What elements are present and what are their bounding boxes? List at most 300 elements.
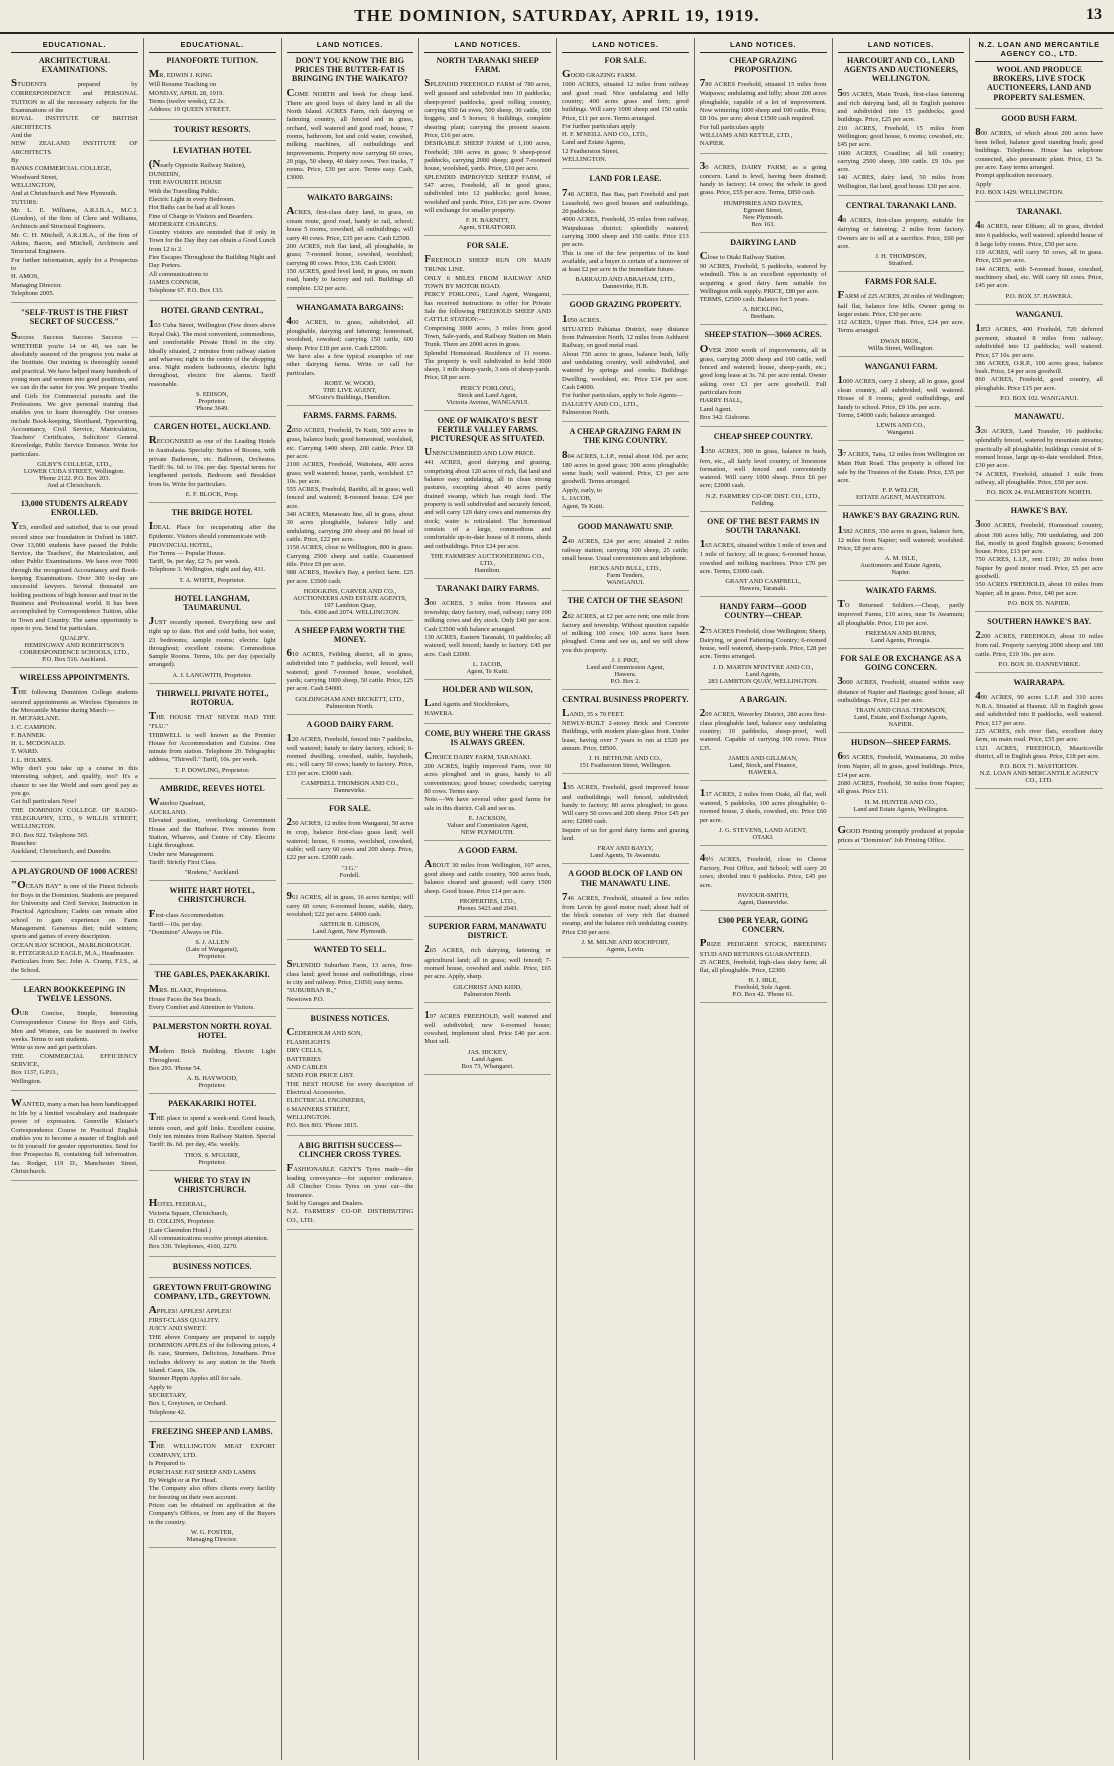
- advertisement: [149, 594, 276, 684]
- advertisement: [287, 1141, 414, 1230]
- ad-advertiser: W. G. FOSTER, Managing Director.: [186, 1528, 238, 1543]
- ad-body: 282 ACRES, at £2 per acre rent; one mile from factory and township. Without question capable of milking 100 cows; 100 acres have been ploughed. Come and see us, and we will show you this property.: [562, 608, 689, 654]
- ad-advertiser: THE FARMERS' AUCTIONEERING CO., LTD., Hamilton.: [430, 552, 545, 574]
- advertisement: [287, 1014, 414, 1136]
- ad-body: 2050 ACRES, Freehold, Te Kuiti, 500 acres in grass, balance bush; good homestead, woolshed, etc. Carrying 1400 sheep, 200 cattle. Price £8 per acre. 2100 ACRES, Freehold, Waitotara, 400 acres grass; well watered; house, yards, woolshed. £7 10s. per acre. 555 ACRES, Freehold, Raetihi, all in grass; well fenced and watered; 8-roomed house. £24 per acre. 340 ACRES, Manawatu line, all in grass, about 30 acres ploughable, balance hilly and undulating, carrying 200 sheep and 80 head of cattle. Price, £22 per acre. 1150 ACRES, close to Wellington, 800 in grass. Carrying 2500 sheep and cattle. Guaranteed title. Price £9 per acre. 988 ACRES, Hawke's Bay, a perfect farm. £25 per acre. £3500 cash.: [286, 423, 414, 585]
- advertisement: [149, 1176, 276, 1257]
- column-heading: LAND NOTICES.: [700, 38, 827, 53]
- ad-title: THIRWELL PRIVATE HOTEL, ROTORUA.: [155, 688, 269, 707]
- ad-advertiser: A. M. ISLE, Auctioneers and Estate Agents, Napier.: [860, 555, 942, 577]
- ad-title: HARCOURT AND CO., LAND AGENTS AND AUCTIONEERS, WELLINGTON.: [843, 56, 958, 84]
- ad-advertiser: QUALIFY. HEMINGWAY AND ROBERTSON'S CORRESPONDENCE SCHOOLS, LTD., P.O. Box 516. Auckland.: [19, 635, 130, 664]
- column-heading: N.Z. LOAN AND MERCANTILE AGENCY CO., LTD.: [975, 38, 1103, 62]
- ad-body: SPLENDID Suburban Farm, 13 acres, first-class land; good house and outbuildings, close to city and railway. Price, £1050; easy terms. "SUBURBAN R.," Newtown P.O.: [286, 957, 414, 1003]
- advertisement: [562, 779, 689, 864]
- ad-advertiser: P.O. BOX 55. NAPIER.: [1007, 600, 1071, 608]
- ad-advertiser: P.O. BOX 102. WANGANUI.: [1000, 395, 1079, 403]
- ad-title: HOTEL LANGHAM, TAUMARUNUI.: [174, 593, 250, 612]
- ad-advertiser: H. J. IBLE, Freehold, Sole Agent. P.O. Box 42. 'Phone 61.: [732, 977, 795, 999]
- advertisement: [700, 56, 827, 154]
- advertisement: [11, 1096, 138, 1182]
- ad-title: WAIKATO BARGAINS:: [307, 192, 393, 202]
- ad-title: A PLAYGROUND OF 1000 ACRES!: [11, 866, 138, 876]
- ad-advertiser: BARRAUD AND ABRAHAM, LTD., Dannevirke, H.B.: [575, 276, 676, 291]
- advertisement: [424, 584, 551, 680]
- column-heading: EDUCATIONAL.: [149, 38, 276, 53]
- advertisement: [562, 427, 689, 516]
- ad-advertiser: DWAN BROS., Willis Street, Wellington.: [867, 337, 934, 352]
- advertisement: [287, 626, 414, 715]
- ad-body: APPLES! APPLES! APPLES! FIRST-CLASS QUALITY. JUICY AND SWEET. THE above Company are prepared to supply DOMINION APPLES of the following prices, 4 lb. case, Sturmers, Delicious, Jonathans. Price includes delivery to any station in the North Island. Cases, 10s. Sturmer Pippin Apples still for sale. Apply to SECRETARY, Box 1, Greytown, or Orchard. Telephone 42.: [148, 1304, 276, 1416]
- advertisement: [838, 823, 965, 850]
- ad-title: HANDY FARM—GOOD COUNTRY—CHEAP.: [719, 602, 807, 621]
- ad-title: WHERE TO STAY IN CHRISTCHURCH.: [173, 1175, 251, 1194]
- ad-advertiser: LEWIS AND CO., Wanganui.: [876, 422, 926, 437]
- ad-body: 48 ACRES, near Eltham; all in grass, divided into 6 paddocks, well watered; splendid house of 8 large lofty rooms. Price, £50 per acre. 119 ACRES, will carry 50 cows, all in grass. Price, £55 per acre. 144 ACRES, with 5-roomed house, cowshed, machinery shed, etc. Will carry 60 cows. Price, £45 per acre.: [975, 219, 1103, 290]
- ad-body: GOOD Printing promptly produced at popular prices at "Dominion" Job Printing Office.: [837, 823, 965, 844]
- advertisement: [287, 193, 414, 298]
- ad-body: 107 ACRES FREEHOLD, well watered and well subdivided; new 6-roomed house; cowshed, implement shed. Price £40 per acre. Must sell.: [424, 1008, 551, 1046]
- advertisement: [287, 303, 414, 406]
- column-heading: LAND NOTICES.: [287, 38, 414, 53]
- ad-body: COME NORTH and book for cheap land. There are good buys of dairy land in all the North Island. ACRES Farm, rich dairying or fattening country, all fenced and in grass, orchard, well watered and good road, house, 7 rooms, bathroom, hot and cold water, cowshed, milking machines, all outbuildings and improvements. Property now carrying 60 cows, 20 pigs, 50 sheep, 40 dairy cows. Two tracks, 7 rooms. Price, £30 per acre. Terms easy. Cash, £3000.: [286, 86, 414, 182]
- ad-title: A GOOD FARM.: [458, 845, 518, 855]
- ad-body: 120 ACRES, Freehold, fenced into 7 paddocks, well watered; handy to dairy factory, school; 6-roomed dwelling, cowshed, stable, haysheds, etc.; will carry 50 cows; handy to factory. Price, £33 per acre. £3000 cash.: [286, 731, 414, 777]
- ad-body: ACRES, first-class dairy land, in grass, on cream route, good road, handy to rail, school; house 5 rooms, cowshed, all outbuildings; will carry 40 cows. Price, £35 per acre. Cash £2500. 200 ACRES, rich flat land, all ploughable, in grass; 7-roomed house, cowshed, woolshed; carrying 80 cows. Price, £36. Cash £3000. 150 ACRES, good level land, in grass, on main road, handy to factory and rail. Buildings all complete. £32 per acre.: [286, 204, 414, 292]
- advertisement: [838, 277, 965, 357]
- column-3: [282, 38, 420, 1760]
- advertisement: [149, 970, 276, 1017]
- advertisement: [975, 207, 1103, 304]
- ad-body: 275 ACRES Freehold, close Wellington; Sheep, Dairying, or good Fattening Country; 6-roomed house, well watered, sheep-yards. Price, £28 per acre. Terms arranged.: [699, 623, 827, 661]
- ad-title: FOR SALE.: [604, 56, 647, 65]
- ad-title: CENTRAL TARANAKI LAND.: [845, 201, 956, 211]
- ad-title: THE GABLES, PAEKAKARIKI.: [154, 970, 270, 980]
- advertisement: [700, 851, 827, 911]
- ad-body: HOTEL FEDERAL, Victoria Square, Christchurch, D. COLLINS, Proprietor. (Late Clarendon Hotel.) All communications receive prompt attention. Box 330. Telephones, 4160, 2270.: [148, 1196, 269, 1251]
- advertisement: [838, 654, 965, 733]
- column-5: [557, 38, 695, 1760]
- ad-body: 961 ACRES, all in grass, 16 acres turnips; will carry 60 cows; 6-roomed house, stable, dairy, woolshed; £22 per acre. £4000 cash.: [286, 889, 414, 918]
- ad-advertiser: HODGKINS, CARVER AND CO., AUCTIONEERS AND ESTATE AGENTS, 197 Lambton Quay, Tels. 4306 and 2074. WELLINGTON.: [293, 587, 407, 616]
- ad-advertiser: E. F. BLOCK, Prop.: [185, 490, 239, 498]
- advertisement: [149, 306, 276, 417]
- ad-body: CHOICE DAIRY FARM, TARANAKI. 200 ACRES, highly improved Farm, over 60 acres ploughed and in grass, handy to all conveniences; good house; cowsheds; carrying 80 cows. Terms easy. Note.—We have several other good farms for sale in this district. Call and see us.: [424, 749, 551, 812]
- ad-body: RECOGNISED as one of the Leading Hotels in Australasia. Specialty: Suites of Rooms, with private Bathroom, etc. Ballroom, Orchestra. Tariff: 9s. 6d. to 16s. per day. Special terms for lengthened periods. Bedroom and Breakfast from 6s. Write for particulars.: [148, 434, 276, 488]
- ad-title: WAIKATO FARMS.: [865, 586, 937, 596]
- advertisement: [149, 1283, 276, 1422]
- ad-advertiser: J. M. MILNE AND ROCHFORT, Agents, Levin.: [581, 939, 670, 954]
- advertisement: [700, 695, 827, 782]
- ad-title: HUDSON—SHEEP FARMS.: [850, 738, 951, 748]
- ad-title: THE BRIDGE HOTEL: [171, 507, 253, 517]
- column-heading: EDUCATIONAL.: [11, 38, 138, 53]
- advertisement: [838, 362, 965, 442]
- ad-title: SUPERIOR FARM, MANAWATU DISTRICT.: [428, 922, 547, 941]
- ad-body: IDEAL Place for recuperating after the Epidemic. Visitors should communicate with PROVINCIAL HOTEL, For Terms — Popular House. Tariff, 9s. per day, £2 7s. per week. Telephone 3. Wellington, night and day, 431.: [148, 520, 276, 574]
- ad-body: WANTED, many a man has been handicapped in life by a limited vocabulary and inadequate power of expression. Grenville Kleiser's Correspondence Course in Practical English enables you to become a master of English and to fit yourself for greater opportunities. Send for free Prospectus B, containing full information. Jas. Rodger, 119 D., Manchester Street, Christchurch.: [11, 1096, 138, 1176]
- ad-title: WAIRARAPA.: [1013, 677, 1065, 687]
- ad-advertiser: S. J. ALLEN (Late of Wanganui), Proprietor.: [186, 939, 239, 961]
- ad-title: HAWKE'S BAY GRAZING RUN.: [842, 511, 960, 521]
- ad-title: LEVIATHAN HOTEL: [172, 145, 252, 155]
- ad-advertiser: A. B. HAYWOOD, Proprietor.: [186, 1075, 238, 1090]
- advertisement: [11, 673, 138, 861]
- ad-body: THE place to spend a week-end. Good beach, tennis court, and golf links. Excellent cuisine. Only ten minutes from Railway Station. Special Tariff: 8s. 6d. per day, 45s. weekly.: [148, 1111, 276, 1149]
- advertisement: [11, 308, 138, 494]
- ad-title: FREEZING SHEEP AND LAMBS.: [151, 1426, 273, 1436]
- ad-body: 1000 ACRES, carry 2 sheep, all in grass, good clean country, all subdivided, well watered. House of 8 rooms, good outbuildings, and handy to school. Price, £9 10s. per acre. Terms, £4000 cash; balance arranged.: [837, 373, 965, 419]
- ad-title: TARANAKI DAIRY FARMS.: [436, 583, 539, 593]
- advertisement: [562, 522, 689, 592]
- ad-body: FASHIONABLE GENT'S Tyres made—the leading conveyance—for superior endurance. All Clincher Cross Tyres on your car—the Insurance. Sold by Garages and Dealers. N.Z. FARMERS' CO-OP. DISTRIBUTING CO., LTD.: [286, 1161, 414, 1224]
- ad-body: 804 ACRES, L.I.P., rental about 10d. per acre; 180 acres in good grass; 300 acres ploughable; some bush; well watered. Price, £3 per acre goodwill. Terms arranged. Apply, early, to L. JACOB, Agent, Te Kuiti.: [562, 448, 689, 511]
- ad-title: MANAWATU.: [1014, 412, 1064, 422]
- ad-body: 1350 ACRES, 300 in grass, balance in bush, fern, etc., all fairly level country, of limestone formation, well fenced and conveniently watered. Will carry 1000 sheep. Price £6 per acre; £2000 cash.: [699, 444, 827, 490]
- ad-advertiser: THOS. S. M'GUIRE, Proprietor.: [184, 1151, 240, 1166]
- advertisement: [424, 1008, 551, 1075]
- column-heading: LAND NOTICES.: [562, 38, 689, 53]
- ad-body: 49½ ACRES, Freehold, close to Cheese Factory, Post Office, and School; will carry 20 cows; divided into 6 paddocks. Price, £45 per acre.: [699, 852, 827, 889]
- ad-advertiser: J. H. THOMPSON, Stratford.: [875, 253, 927, 268]
- advertisement: [838, 738, 965, 818]
- ad-advertiser: N.Z. FARMERS' CO-OP. DIST. CO., LTD., Feilding.: [705, 492, 821, 507]
- ad-body: 746 ACRES, Freehold, situated a few miles from Levin by good motor road; about half of the block consists of very rich flat drained swamp, and the balance rich undulating country. Price £30 per acre.: [562, 890, 689, 936]
- ad-body: 48 ACRES, first-class property, suitable for dairying or fattening; 2 miles from factory. Owners are to sell at a sacrifice. Price, £60 per acre.: [837, 213, 965, 250]
- ad-title: £300 PER YEAR, GOING CONCERN.: [718, 916, 809, 935]
- ad-body: Success Success Success Success — WHETHER you're 14 or 40, we can be absolutely assured of the progress you make at the Institute. Our training is thoroughly sound and practical. We have helped many hundreds of young men and women into good positions, and we can do the same for you. We prepare Youths and Girls for Commercial pursuits and the Professions. We give personal training that enables you to learn thoroughly. Our courses include Book-keeping, Shorthand, Typewriting, Accountancy, Civil Service, Matriculation, Teachers' Certificates, Solicitors' General Knowledge, Public Service Entrance. Write for particulars.: [11, 329, 138, 458]
- ad-advertiser: H. M. HUNTER AND CO., Land and Estate Agents, Wellington.: [853, 798, 949, 813]
- advertisement: [287, 804, 414, 884]
- ad-body: Close to Otaki Railway Station. 90 ACRES, Freehold, 5 paddocks, watered by windmill. This is an excellent opportunity of acquiring a good dairy farm suitable for Wellington milk supply. PRICE, £80 per acre. TERMS, £2500 cash. Balance for 5 years.: [699, 249, 827, 304]
- ad-title: WANGANUI FARM.: [864, 361, 938, 371]
- ad-title: CHEAP GRAZING PROPOSITION.: [729, 56, 798, 75]
- ad-advertiser: J. H. BETHUNE AND CO., 151 Featherston Street, Wellington.: [579, 755, 672, 770]
- advertisement: [975, 506, 1103, 612]
- ad-advertiser: P.O. BOX 24. PALMERSTON NORTH.: [986, 489, 1092, 497]
- advertisement: [700, 238, 827, 326]
- advertisement: [424, 685, 551, 724]
- advertisement: [424, 922, 551, 1002]
- ad-advertiser: J. J. PIKE, Land and Commission Agent, Hawera. P.O. Box 2.: [586, 656, 665, 685]
- ad-advertiser: S. EDISON, Proprietor. 'Phone 3649.: [195, 391, 229, 413]
- ad-body: FARM of 225 ACRES, 20 miles of Wellington; half flat, balance low hills. Owner going to larger estate. Price, £30 per acre. 112 ACRES, Upper Hutt. Price, £24 per acre. Terms arranged.: [837, 289, 965, 335]
- advertisement: [975, 65, 1103, 109]
- ad-body: 326 ACRES, Land Transfer, 16 paddocks; splendidly fenced, watered by mountain streams; practically all ploughable; buildings consist of 8-roomed house, large up-to-date woolshed. Price, £30 per acre. 74 ACRES, Freehold, situated 1 mile from railway, all ploughable. Price, £50 per acre.: [975, 424, 1103, 486]
- ad-body: 400 ACRES, in grass, subdivided, all ploughable, dairying and fattening; homestead, woolshed, cowshed; carrying 150 cattle, 600 sheep. Price £18 per acre. Cash £2500. We have also a few typical examples of our other dairying farms. Write or call for particulars.: [286, 315, 414, 377]
- ad-body: 240 ACRES, £24 per acre; situated 2 miles railway station; carrying 100 sheep, 25 cattle; small house. Usual conveniences and telephone.: [562, 533, 689, 563]
- advertisement: [11, 499, 138, 668]
- ad-title: WANGANUI.: [1015, 309, 1063, 319]
- advertisement: [562, 695, 689, 775]
- ad-body: 1050 ACRES. SITUATED Pahiatua District, easy distance from Palmerston North, 12 miles from Ashhurst Railway, on good metal road. About 750 acres in grass, balance bush, hilly and undulating country, well subdivided, and watered by springs and creeks. Buildings: Dwelling, woolshed, etc. Price £14 per acre. Cash £4000. For further particulars, apply to Sole Agents— DALGETY AND CO., LTD., Palmerston North.: [562, 312, 689, 416]
- ad-body: Land Agents and Stockbrokers, HAWERA.: [424, 697, 510, 718]
- advertisement: [149, 146, 276, 301]
- ad-title: A GOOD BLOCK OF LAND ON THE MANAWATU LINE.: [568, 869, 683, 888]
- ad-advertiser: ARTHUR B. GIBSON, Land Agent, New Plymouth.: [312, 921, 388, 936]
- ad-title: SHEEP STATION—3060 ACRES.: [704, 330, 822, 340]
- ad-body: 265 ACRES, rich dairying, fattening or agricultural land; all in grass; well fenced; 7-roomed house, cowshed and stable. Price, £65 per acre. Apply, sharp.: [424, 943, 551, 981]
- advertisement: [700, 432, 827, 512]
- ad-body: Waterloo Quadrant, AUCKLAND. Elevated position, overlooking Government House and the Harbour. Five minutes from Station, Wharves, and Centre of City. Electric Light throughout. Under new Management. Tariff: Strictly First Class.: [148, 795, 276, 866]
- ad-title: ONE OF WAIKATO'S BEST FERTILE VALLEY FARMS. PICTURESQUE AS SITUATED.: [430, 415, 545, 444]
- ad-title: PIANOFORTE TUITION.: [166, 56, 258, 65]
- advertisement: [562, 300, 689, 422]
- ad-title: TOURIST RESORTS.: [173, 124, 251, 134]
- ad-title: A BARGAIN.: [739, 694, 787, 704]
- advertisement: [287, 411, 414, 621]
- ad-advertiser: FRAY AND BAYLY, Land Agents, Te Awamutu.: [590, 845, 661, 860]
- ad-title: LAND FOR LEASE.: [589, 174, 662, 184]
- ad-title: WANTED TO SELL.: [313, 945, 387, 955]
- advertisement: [838, 446, 965, 506]
- ad-body: 3000 ACRES, Freehold, Homestead country, about 300 acres hilly, 700 undulating, and 200 flat, mostly in good English grasses; 6-roomed house. Price, £13 per acre. 750 ACRES, L.I.P., rent £191; 20 miles from Napier by good motor road. Price, £5 per acre goodwill. 350 ACRES FREEHOLD, about 10 miles from Napier; all in grass. Price, £40 per acre.: [975, 518, 1103, 597]
- advertisement: [424, 729, 551, 841]
- ad-title: SOUTHERN HAWKE'S BAY.: [987, 617, 1091, 627]
- advertisement: [287, 945, 414, 1009]
- ad-title: COME, BUY WHERE THE GRASS IS ALWAYS GREEN.: [424, 728, 551, 747]
- ad-title: A GOOD DAIRY FARM.: [306, 719, 394, 729]
- ad-body: 195 ACRES, Freehold, good improved house and outbuildings; well fenced, subdivided; handy to factory; 80 acres ploughed; in grass. Will carry 50 cows and 200 sheep. Price £45 per acre; £2000 cash. Inquire of us for good dairy farms and grazing land.: [562, 780, 689, 843]
- ad-advertiser: FREEMAN AND BURNS, Land Agents, Pirongia.: [865, 630, 937, 645]
- advertisement: [838, 586, 965, 649]
- ad-advertiser: P.O. BOX 37. HAWERA.: [1005, 292, 1073, 300]
- advertisement: [149, 1262, 276, 1278]
- advertisement: [975, 412, 1103, 501]
- ad-body: 800 ACRES, of which about 200 acres have been felled, balance good standing bush; good buildings. Telephone. House has telephone connected, also pneumatic plant. Price, £3 5s. per acre. Easy terms arranged. Prompt application necessary. Apply P.O. BOX 1429. WELLINGTON.: [975, 125, 1103, 196]
- ad-body: "OCEAN BAY" is one of the Finest Schools for Boys in the Dominion. Students are prepared for University and Civil Service; Instruction in Practical Agriculture; Cadets can remain after school to gain experience on Farm Management. Generous diet; mild winters; sports and games of every description. OCEAN BAY SCHOOL, MARLBOROUGH. R. FITZGERALD EAGLE, M.A., Headmaster. Particulars from Sec. John A. Cramp, F.I.S., at the School.: [11, 878, 138, 974]
- advertisement: [424, 846, 551, 917]
- ad-body: TO Returned Soldiers.—Cheap, partly improved Farms, £10 acres, near Te Awamutu; all ploughable. Price, £16 per acre.: [837, 598, 965, 627]
- ad-title: HOLDER AND WILSON,: [442, 685, 533, 694]
- ad-title: HAWKE'S BAY.: [1010, 506, 1068, 516]
- ad-body: GOOD GRAZING FARM. 1000 ACRES, situated 12 miles from railway and good road. Nice undulating and hilly country; 400 acres grass and fern; good buildings. Will carry 1000 sheep and 150 cattle. Price, £11 per acre. Terms arranged. For further particulars apply H. F. M'NEILL AND CO., LTD., Land and Estate Agents, 12 Featherston Street, WELLINGTON.: [562, 68, 689, 164]
- ad-title: FOR SALE OR EXCHANGE AS A GOING CONCERN.: [840, 654, 962, 673]
- advertisement: [424, 56, 551, 236]
- ad-body: (Nearly Opposite Railway Station), DUNEDIN, THE FAVOURITE HOUSE With the Travelling Public. Electric Light in every Bedroom. Hot Baths can be had at all hours Fine of Charge to Visitors and Boarders. MODERATE CHARGES. Country visitors are reminded that if only in Town for the Day they can obtain a Good Lunch from 12 to 2. Fire Escapes Throughout the Building Night and Day Porters. All communications to JAMES CONNOR, Telephone 67. P.O. Box 133.: [148, 157, 276, 295]
- ad-title: WIRELESS APPOINTMENTS.: [19, 673, 130, 683]
- column-8: [970, 38, 1108, 1760]
- advertisement: [562, 174, 689, 295]
- ad-title: A SHEEP FARM WORTH THE MONEY.: [294, 625, 406, 645]
- ad-title: NORTH TARANAKI SHEEP FARM.: [436, 56, 539, 75]
- ad-body: 103 Cuba Street, Wellington (Few doors above Royal Oak). The most convenient, commodious, and comfortable Private Hotel in the city. Ideally situated, 2 minutes from railway station and wharves; right in the centre of the shopping area. Night modern bathrooms, electric light throughout, electric fire alarms. Tariff reasonable.: [148, 317, 276, 388]
- ad-title: PAEKAKARIKI HOTEL: [168, 1099, 257, 1109]
- ad-body: 2200 ACRES, FREEHOLD, about 10 miles from rail. Property carrying 2000 sheep and 180 cattle. Price, £10 10s. per acre.: [975, 629, 1103, 658]
- ad-advertiser: A. BICKLING, Beetham.: [742, 306, 784, 321]
- ad-title: HOTEL GRAND CENTRAL,: [160, 305, 264, 315]
- ad-advertiser: PAVIOUR-SMITH, Agent, Dannevirke.: [737, 892, 789, 907]
- ad-body: 610 ACRES, Feilding district, all in grass, subdivided into 7 paddocks, well fenced, well watered; good 7-roomed house, woolshed, yards; carrying 1000 sheep, 50 cattle. Price, £25 per acre. Cash £4000.: [286, 647, 414, 693]
- advertisement: [287, 720, 414, 800]
- ad-body: 695 ACRES, Freehold, Waimarama, 20 miles from Napier, all in grass, good buildings. Price, £14 per acre. 2680 ACRES, Freehold, 30 miles from Napier; all grass. Price £11.: [837, 750, 965, 796]
- advertisement: [149, 1022, 276, 1094]
- column-6: [695, 38, 833, 1760]
- ad-advertiser: T. P. DOWLING, Proprietor.: [174, 766, 250, 774]
- ad-body: 137 ACRES, 2 miles from Otaki, all flat, well watered, 5 paddocks, 100 acres ploughable; 6-roomed house, 2 sheds, cowshed, etc. Price £60 per acre.: [699, 787, 827, 824]
- advertisement: [11, 56, 138, 303]
- ad-title: DAIRYING LAND: [730, 237, 796, 247]
- ad-advertiser: E. JACKSON, Valuer and Commission Agent, NEW PLYMOUTH.: [447, 814, 529, 836]
- ad-advertiser: L. JACOB, Agent, Te Kuiti.: [466, 661, 509, 675]
- column-1: [6, 38, 144, 1760]
- ad-body: 209 ACRES, Waverley District, 280 acres first-class ploughable land, balance easy undulating country; 10 paddocks, sheep-proof, well watered. Capable of carrying 100 cows. Price £35.: [699, 706, 827, 752]
- advertisement: [424, 416, 551, 579]
- advertisement: [287, 889, 414, 941]
- ad-title: THE CATCH OF THE SEASON!: [567, 596, 684, 606]
- ad-title: WHANGAMATA BARGAINS:: [296, 302, 404, 312]
- ad-title: GOOD MANAWATU SNIP.: [577, 521, 674, 531]
- ad-advertiser: "J.G." Fordell.: [339, 864, 361, 879]
- ad-advertiser: JAS. HICKEY, Land Agent. Box 73, Whangarei.: [461, 1048, 514, 1070]
- column-heading: LAND NOTICES.: [838, 38, 965, 53]
- column-4: [419, 38, 557, 1760]
- ad-advertiser: F. H. BARNITT, Agent, STRATFORD.: [458, 217, 517, 232]
- ad-body: 300 ACRES, 3 miles from Hawera and township; dairy factory, road, railway; carry 100 milking cows and dry stock. Only £40 per acre. Cash £3500 with balance arranged. 130 ACRES, Eastern Taranaki, 10 paddocks; all watered, well fenced; handy to factory. £45 per acre. Cash £2000.: [424, 596, 551, 658]
- advertisement: [975, 617, 1103, 673]
- advertisement: [149, 56, 276, 120]
- advertisement: [700, 786, 827, 846]
- ad-advertiser: P.O. BOX 71. MASTERTON. N.Z. LOAN AND MERCANTILE AGENCY CO., LTD.: [979, 763, 1099, 785]
- ad-title: ONE OF THE BEST FARMS IN SOUTH TARANAKI.: [707, 516, 820, 535]
- column-heading: LAND NOTICES.: [424, 38, 551, 53]
- ad-body: UNENCUMBERED AND LOW PRICE. 441 ACRES, good dairying and grazing, comprising about 120 acres of rich, flat land and balance easy undulating, all in clean strong pastures, excepting about 40 acres partly drained swamp, which has rough feed. The property is well subdivided and securely fenced, and will carry 120 dairy cows and numerous dry stock; water is reticulated. The homestead consists of a large, commodious and comfortable up-to-date house of 8 rooms, sheds and outbuildings. Price £24 per acre.: [424, 446, 551, 550]
- ad-title: DON'T YOU KNOW THE BIG PRICES THE BUTTER-FAT IS BRINGING IN THE WAIKATO?: [292, 56, 408, 84]
- ad-title: A BIG BRITISH SUCCESS— CLINCHER CROSS TYRES.: [298, 1140, 402, 1159]
- advertisement: [149, 886, 276, 965]
- advertisement: [149, 1427, 276, 1548]
- ad-body: YES, enrolled and satisfied, that is our proud record since our foundation in Oxford in 1887. Over 13,000 students have passed the Public Service, the Teachers', the Matriculation, and other Public Examinations. We have over 7000 through the recognised Accountancy and Book-keeping Examinations. Over 300 to-day are successful lawyers. Several thousand are holding positions of high honour and trust in the Business and Professional world. It has been accomplished by Correspondence Tuition, alike in Town and Country. The same opportunity is open to you. Send for particulars.: [11, 520, 138, 632]
- advertisement: [149, 125, 276, 141]
- ad-body: PRIZE PEDIGREE STOCK, BREEDING STUD AND RETURNS GUARANTEED. 25 ACRES, freehold, high-class dairy farm; all flat, all ploughable. Price, £2300.: [699, 937, 827, 975]
- advertisement: [975, 678, 1103, 789]
- ad-title: WOOL AND PRODUCE BROKERS, LIVE STOCK AUCTIONEERS, LAND AND PROPERTY SALESMEN.: [987, 65, 1092, 102]
- ad-title: TARANAKI.: [1016, 207, 1062, 217]
- advertisement: [838, 511, 965, 581]
- ad-title: GREYTOWN FRUIT-GROWING COMPANY, LTD., GREYTOWN.: [152, 1282, 272, 1301]
- ad-advertiser: F. P. WELCH, ESTATE AGENT, MASTERTON.: [855, 487, 946, 502]
- advertisement: [700, 330, 827, 427]
- newspaper-title: THE DOMINION, SATURDAY, APRIL 19, 1919.: [354, 6, 760, 25]
- ad-body: 250 ACRES, 12 miles from Wanganui, 50 acres in crop, balance first-class grass land; well watered; house, 6 rooms, woolshed, cowshed, stable; will carry 60 cows and 200 sheep. Price, £22 per acre. £2000 cash.: [286, 816, 414, 862]
- ad-body: 1582 ACRES, 350 acres in grass, balance fern, 12 miles from Napier; well watered; woolshed. Price, £8 per acre.: [837, 523, 965, 552]
- ad-body: 748 ACRES, Bas Bas, part Freehold and part Leasehold, two good houses and outbuildings, 20 paddocks. 4000 ACRES, Freehold, 35 miles from railway, Waipukurau district; splendidly watered; carrying 3000 sheep and 150 cattle. Price £13 per acre. This is one of the few properties of its kind available, and a buyer is certain of a turnover of at least £2 per acre in the immediate future.: [562, 186, 689, 274]
- ad-body: JUST recently opened. Everything new and right up to date. Hot and cold baths, hot water, 23 bedrooms; sample rooms; electric light throughout; excellent cuisine. Commodious Sample Rooms. Terms, 10s. per day (specially arranged).: [148, 615, 276, 669]
- ad-body: 595 ACRES, Main Trunk, first-class fattening and rich dairying land, all in English pastures and subdivided into 15 paddocks; good buildings. Price, £25 per acre. 210 ACRES, Freehold, 15 miles from Wellington; good house, 6 rooms; cowshed, etc. £45 per acre. 1600 ACRES, Coastline; all hill country; carrying 2500 sheep, 300 cattle. £9 10s. per acre. 140 ACRES, dairy land, 50 miles from Wellington, flat land, good house. £30 per acre.: [837, 86, 965, 190]
- ad-title: CENTRAL BUSINESS PROPERTY.: [562, 694, 689, 704]
- ad-advertiser: J. D. MARTIN M'INTYRE AND CO., Land Agents, 283 LAMBTON QUAY, WELLINGTON.: [708, 663, 819, 685]
- ad-title: FOR SALE.: [466, 241, 509, 251]
- ad-body: Modern Brick Building. Electric Light Throughout. Box 293. 'Phone 54.: [148, 1043, 276, 1072]
- masthead: [0, 0, 1114, 34]
- ad-advertiser: A. J. LANGWITH, Proprietor.: [172, 671, 252, 679]
- ad-body: SPLENDID FREEHOLD FARM of 780 acres, well grassed and subdivided into 10 paddocks; sheep-proof paddocks, good rolling country, carrying 650 fat ewes, 500 sheep, 30 cattle, 100 hoggets, and 5 horses; 6 buildings, complete shearing plant; carrying the present season. Price, £16 per acre. DESIRABLE SHEEP FARM of 1,100 acres, Freehold; 300 acres in grass; 9 sheep-proof paddocks, carrying 2000 sheep; good 7-roomed house, woolshed, yards. Price, £10 per acre. SPLENDID IMPROVED SHEEP FARM, of 547 acres, Freehold, all in good grass, subdivided into 12 paddocks; good house, woolshed and yards. Price, £16 per acre. Owner will exchange for smaller property.: [424, 77, 551, 214]
- ad-body: STUDENTS prepared by CORRESPONDENCE and PERSONAL TUITION in all the necessary subjects for the Examinations of the ROYAL INSTITUTE OF BRITISH ARCHITECTS And the NEW ZEALAND INSTITUTE OF ARCHITECTS By BANKS COMMERCIAL COLLEGE, Woodward Street, WELLINGTON, And at Christchurch and New Plymouth. TUTORS: Mr. L. E. Williams, A.R.I.B.A., M.C.I. (London), of the firm of Clere and Williams, Architects and Structural Engineers. Mr. C. H. Mitchell, A.R.I.B.A., of the firm of Atkins, Bacon, and Mitchell, Architects and Structural Engineers. For further information, apply for a Prospectus to H. AMOS, Managing Director. Telephone 2005.: [11, 77, 138, 297]
- ad-advertiser: GOLDINGHAM AND BECKETT, LTD., Palmerston North.: [295, 695, 405, 710]
- ad-advertiser: GRANT AND CAMPBELL, Hawera, Taranaki.: [725, 578, 801, 593]
- advertisement: [149, 784, 276, 881]
- ad-title: CHEAP SHEEP COUNTRY.: [713, 432, 813, 442]
- ad-body: FREEHOLD SHEEP RUN ON MAIN TRUNK LINE. ONLY 6 MILES FROM RAILWAY AND TOWN BY MOTOR ROAD. PERCY FORLONG, Land Agent, Wanganui, has received instructions to offer for Private Sale the following FREEHOLD SHEEP AND CATTLE STATION:— Comprising 3000 acres, 3 miles from good Town, Sale-yards, and Railway Station on Main Trunk. There are 2000 acres in grass. Splendid Homestead. Residence of 11 rooms. The property is well subdivided to hold 3000 sheep, 1 mile sheep-yards, 3 sets of sheep-yards. Price, £8 per acre.: [424, 253, 551, 382]
- ad-title: 13,000 STUDENTS ALREADY ENROLLED.: [20, 499, 129, 518]
- ad-body: 30 ACRES, DAIRY FARM, as a going concern. Land is level, having been drained; handy to factory; 14 cows; the whole in good grass. Price, £55 per acre. Terms, £850 cash.: [699, 159, 827, 197]
- ad-title: WHITE HART HOTEL, CHRISTCHURCH.: [169, 886, 255, 905]
- ad-advertiser: T. A. WHITE, Proprietor.: [179, 576, 246, 584]
- ad-title: CARGEN HOTEL, AUCKLAND.: [153, 422, 271, 432]
- ad-body: MRS. BLAKE, Proprietress. House Faces the Sea Beach. Every Comfort and Attention to Visitors.: [148, 982, 255, 1011]
- ad-title: BUSINESS NOTICES.: [310, 1013, 390, 1023]
- ad-title: GOOD BUSH FARM.: [1001, 113, 1077, 123]
- advertisement: [11, 985, 138, 1091]
- ad-advertiser: J. G. STEVENS, LAND AGENT, OTAKI.: [719, 827, 808, 842]
- ad-advertiser: GILBY'S COLLEGE, LTD., LOWER CUBA STREET, Wellington. 'Phone 2122. P.O. Box 203. And at Christchurch.: [23, 461, 125, 490]
- ad-title: "SELF-TRUST IS THE FIRST SECRET OF SUCCESS.": [20, 308, 129, 327]
- advertisement: [700, 159, 827, 233]
- ad-advertiser: ROBT. W. WOOD, THE LIVE AGENT, M'Guire's Buildings, Hamilton.: [308, 379, 391, 401]
- ad-advertiser: "Rodene," Auckland.: [184, 869, 240, 877]
- ad-title: FARMS. FARMS. FARMS.: [303, 410, 397, 420]
- ad-body: 400 ACRES, 90 acres L.I.P. and 310 acres N.R.A. Situated at Haunui. All in English grass and subdivided into 8 paddocks, well watered. Price, £17 per acre. 225 ACRES, rich river flats, excellent dairy farm, on main road. Price, £55 per acre. 1321 ACRES, FREEHOLD, Mauricoville district, all in English grass. Price, £18 per acre.: [975, 690, 1103, 761]
- advertisement: [700, 602, 827, 689]
- advertisement: [149, 422, 276, 503]
- advertisement: [149, 508, 276, 589]
- ad-body: 37 ACRES, Taita, 12 miles from Wellington on Main Hutt Road. This property is offered for sale by the Trustees of the Estate. Price, £35 per acre.: [837, 447, 965, 485]
- ad-body: OVER 2000 worth of improvements, all in grass, carrying 2000 sheep and 160 cattle, well fenced and watered; house, sheep-yards, etc.; good long lease at 3s. 7d. per acre rental. Owner asking over £3 per acre goodwill. Full particulars from HARRY HALL, Land Agent. Box 342. Gisborne.: [699, 342, 827, 421]
- ad-body: First-class Accommodation. Tariff—10s. per day. "Dominion" Always on File.: [148, 907, 225, 937]
- ad-body: THE following Dominion College students secured appointments as Wireless Operators in the Mercantile Marine during March:— H. MCFARLANE. J. C. CAMPION. F. BANNER. H. L. MCDONALD. T. WARD. J. L. HOLMES. Why don't you take up a course in this interesting subject, and qualify, too? It's a chance to see the World and earn good pay as you go. Get full particulars Now! THE DOMINION COLLEGE OF RADIO-TELEGRAPHY, LTD., 9 WILLIS STREET, WELLINGTON. P.O. Box 922. Telephone 565. Branches: Auckland, Christchurch, and Dunedin.: [11, 685, 138, 856]
- ad-title: FARMS FOR SALE.: [865, 277, 937, 287]
- ad-advertiser: HUMPHRIES AND DAVIES, Egmont Street, New Plymouth. Box 163.: [723, 199, 803, 228]
- ad-body: MR. EDWIN J. KING Will Resume Teaching on MONDAY, APRIL 28, 1919. Terms (twelve weeks), £2 2s. Address: 19 QUEEN STREET.: [148, 68, 231, 114]
- ad-advertiser: P.O. BOX 30. DANNEVIRKE.: [998, 660, 1081, 668]
- page-number: 13: [1086, 6, 1102, 23]
- advertisement: [838, 56, 965, 196]
- ad-title: LEARN BOOKKEEPING IN TWELVE LESSONS.: [23, 984, 126, 1004]
- advertisement: [562, 56, 689, 169]
- column-2: [144, 38, 282, 1760]
- ad-body: OUR Concise, Simple, Interesting Correspondence Course for Boys and Girls, Men and Women, can be mastered in twelve weeks. Terms to suit students. Write us now and get particulars. THE COMMERCIAL EFFICIENCY SERVICE, Box 1137, G.P.O., Wellington.: [11, 1006, 138, 1085]
- ad-title: ARCHITECTURAL EXAMINATIONS.: [38, 56, 110, 75]
- ad-body: LAND, 35 x 70 FEET. NEWLY-BUILT 2-storey Brick and Concrete Buildings, with modern plate-glass front. Under lease, having over 7 years to run at £520 per annum. Price, £8500.: [562, 707, 689, 753]
- advertisement: [975, 114, 1103, 202]
- ad-title: BUSINESS NOTICES.: [172, 1261, 252, 1271]
- advertisement: [700, 916, 827, 1003]
- advertisement: [424, 241, 551, 411]
- classified-columns: [6, 38, 1108, 1760]
- ad-body: CEDERHOLM AND SON, FLASHLIGHTS DRY CELLS, BATTERIES AND CABLES SEND FOR PRICE LIST. THE BEST HOUSE for every description of Electrical Accessories. ELECTRICAL ENGINEERS, 6 MANNERS STREET, WELLINGTON. P.O. Box 803. 'Phone 1815.: [286, 1026, 414, 1130]
- ad-title: A CHEAP GRAZING FARM IN THE KING COUNTRY.: [569, 427, 682, 446]
- ad-body: THE HOUSE THAT NEVER HAD THE "FLU." THIRWELL is well known as the Premier House for Accommodation and Cuisine. One minute from station. Telephone 20. Telegraphic address, "Thirwell." Tariff, 10s. per week.: [148, 710, 276, 764]
- column-7: [833, 38, 971, 1760]
- advertisement: [562, 869, 689, 958]
- ad-body: THE WELLINGTON MEAT EXPORT COMPANY, LTD. Is Prepared to PURCHASE FAT SHEEP AND LAMBS By Weight or at Per Head. The Company also offers clients every facility for freezing on their own account. Prices can be obtained on application at the Company's Offices, or from any of the Buyers in the country.: [148, 1439, 276, 1526]
- ad-body: 1853 ACRES, 400 Freehold, 720 deferred payment, situated 8 miles from railway; subdivided into 12 paddocks; well watered. Price, £7 10s. per acre. 386 ACRES, O.R.P., 100 acres grass, balance bush. Price, £4 per acre goodwill. 860 ACRES, Freehold, good country, all ploughable. Price £15 per acre.: [975, 321, 1103, 392]
- ad-advertiser: CAMPBELL THOMSON AND CO., Dannevirke.: [301, 780, 399, 795]
- ad-title: AMBRIDE, REEVES HOTEL: [159, 783, 265, 793]
- advertisement: [838, 201, 965, 272]
- ad-title: GOOD GRAZING PROPERTY.: [569, 300, 682, 310]
- advertisement: [562, 596, 689, 690]
- ad-advertiser: GILCHRIST AND KIDD, Palmerston North.: [453, 983, 522, 998]
- advertisement: [700, 517, 827, 597]
- advertisement: [11, 867, 138, 980]
- ad-advertiser: PERCY FORLONG, Stock and Land Agent, Victoria Avenue, WANGANUI.: [446, 384, 529, 406]
- advertisement: [149, 1099, 276, 1170]
- ad-body: 3000 ACRES, Freehold, situated within easy distance of Napier and Hastings; good house, all outbuildings. Price, £12 per acre.: [837, 675, 965, 704]
- ad-body: 780 ACRES Freehold, situated 15 miles from Waipawa; undulating and hilly; about 200 acres ploughable, capable of a lot of improvement. Now wintering 1000 sheep and 100 cattle. Price, £8 10s. per acre; about £1500 cash required. For full particulars apply WILLIAMS AND KETTLE, LTD., NAPIER.: [699, 77, 827, 148]
- ad-advertiser: HICKS AND BULL, LTD., Farm Tenders, WANGANUI.: [589, 565, 662, 587]
- advertisement: [149, 689, 276, 779]
